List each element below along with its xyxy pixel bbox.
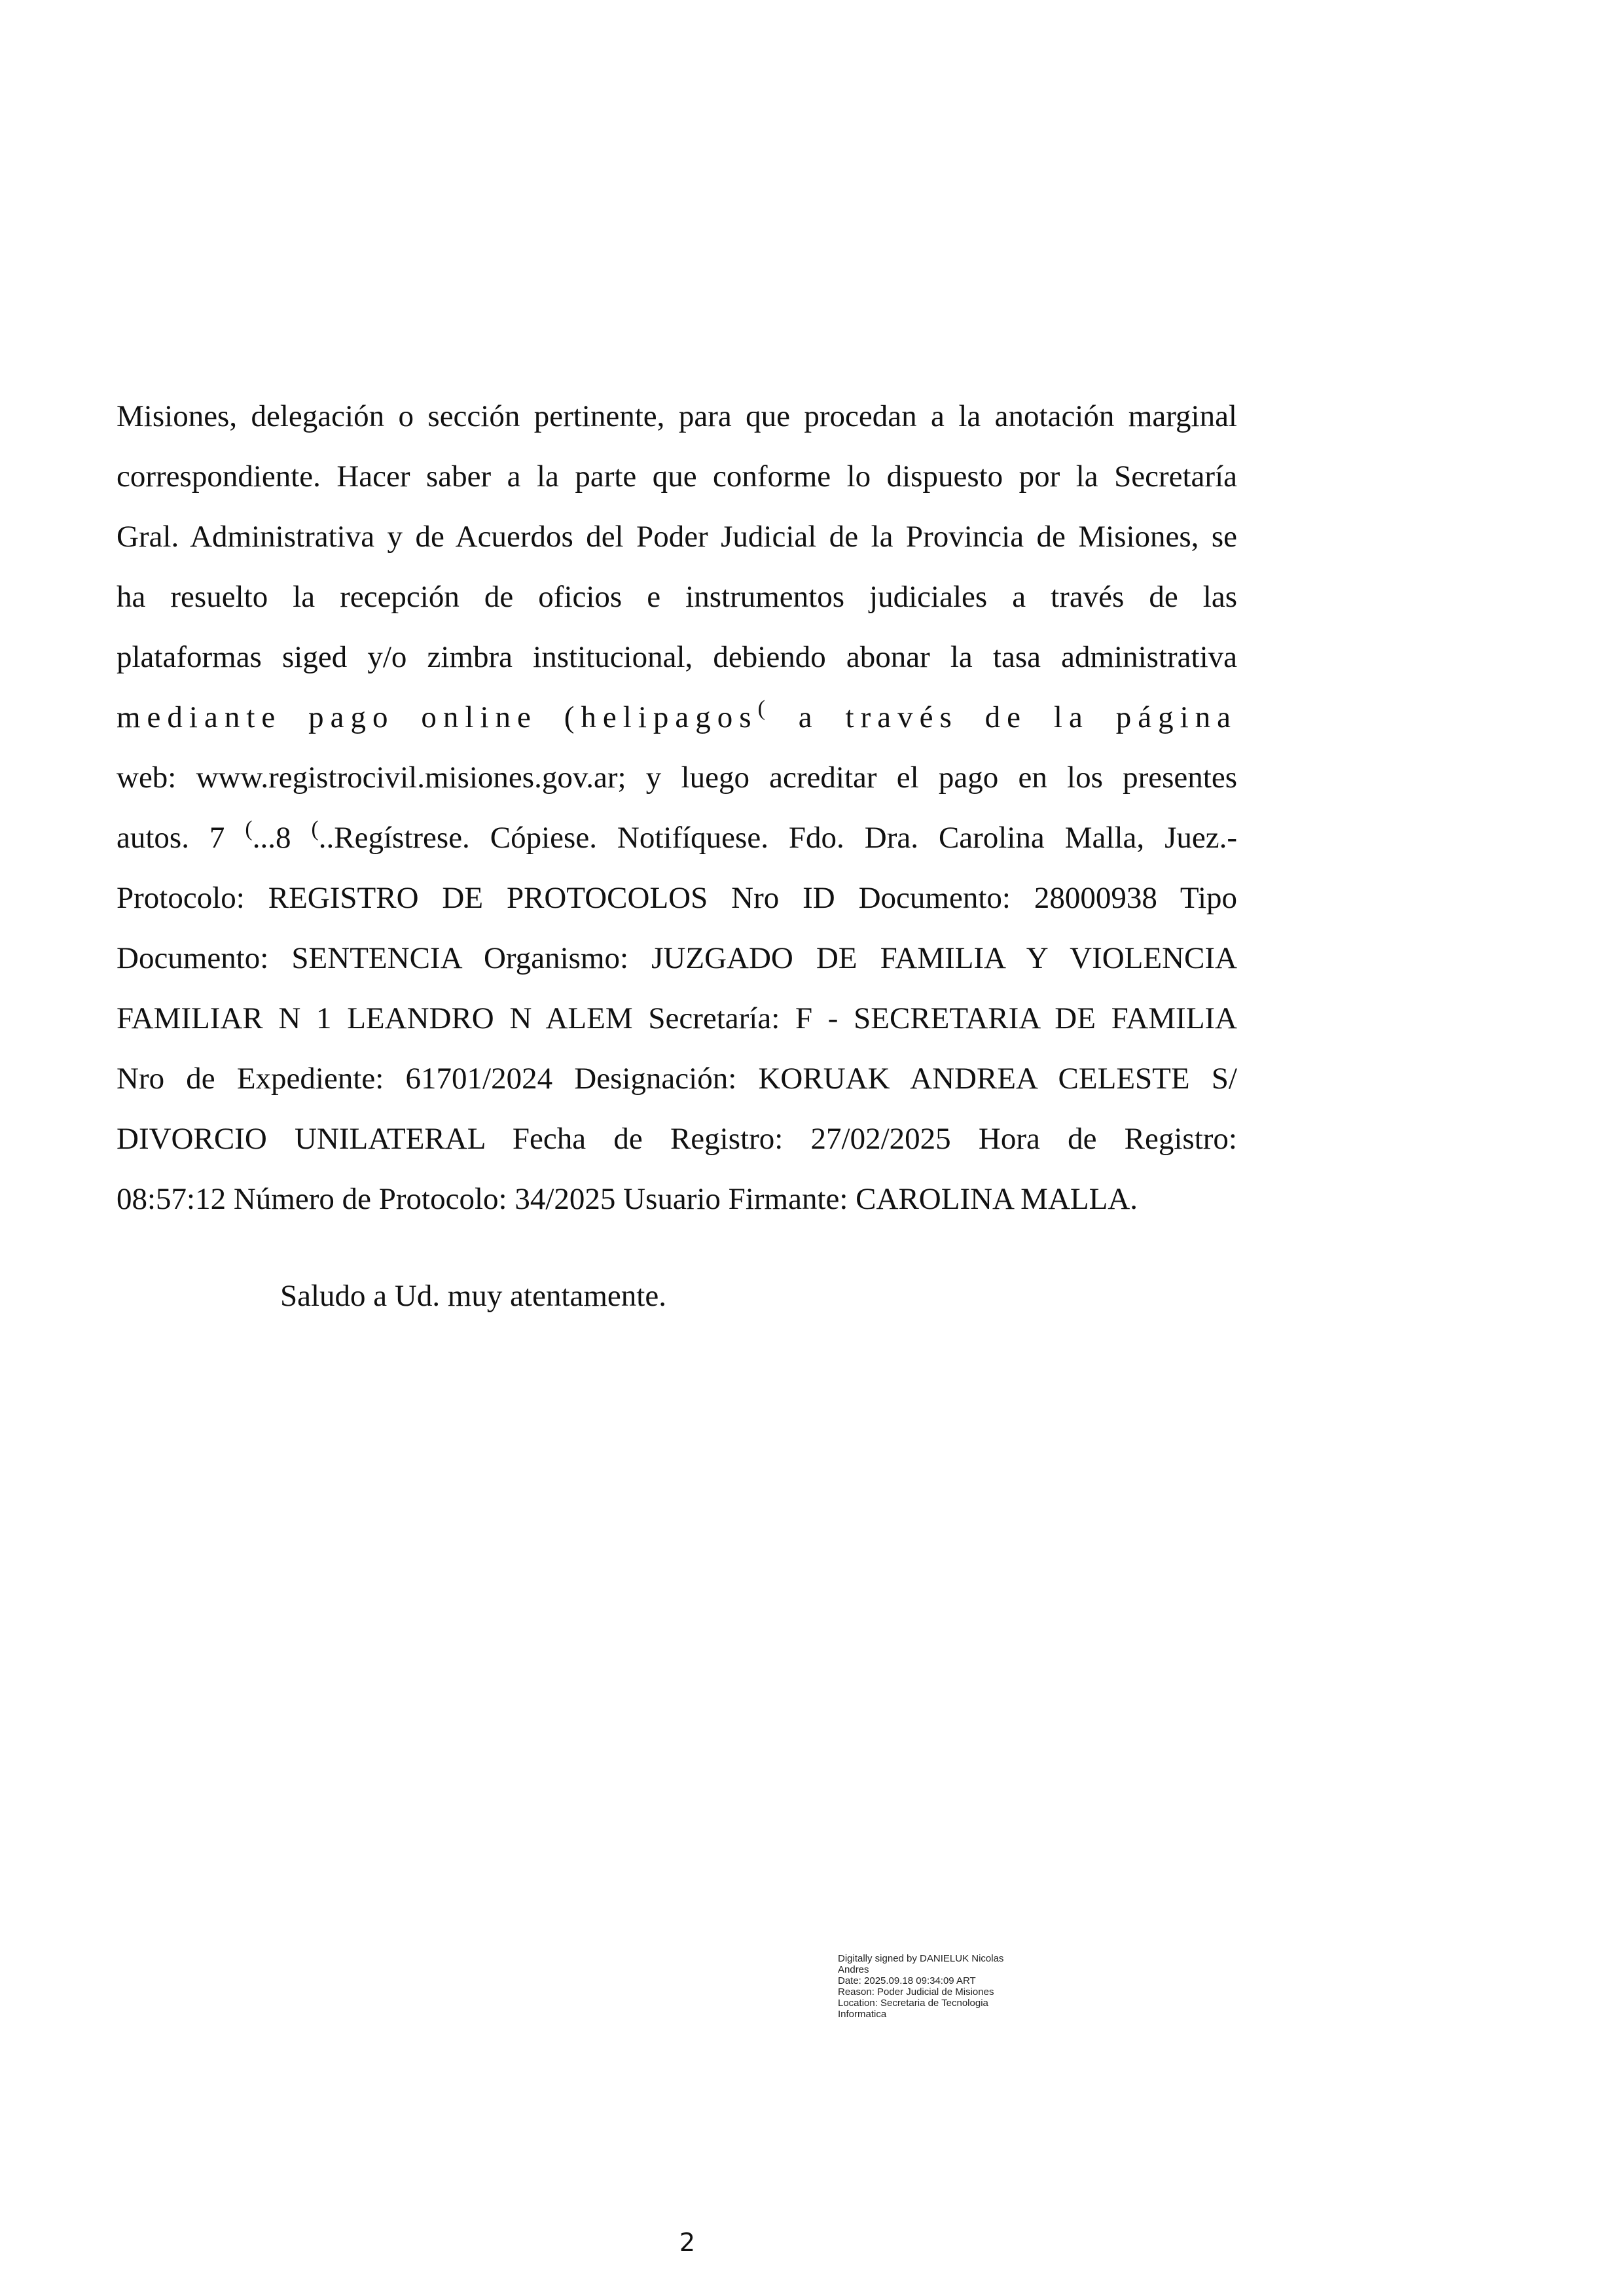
paragraph-line: plataformas siged y/o zimbra institucional, debiendo abonar la tasa administrativa (117, 640, 1237, 674)
paragraph-line: web: www.registrocivil.misiones.gov.ar; y luego acreditar el pago en los presentes (117, 761, 1237, 795)
autos-text-1: autos. 7 (117, 821, 225, 855)
protocol-line: DIVORCIO UNILATERAL Fecha de Registro: 27/02/2025 Hora de Registro: (117, 1122, 1237, 1156)
signature-line: Andres (838, 1964, 869, 1975)
autos-text-2: ...8 (252, 821, 291, 855)
closing-salutation: Saludo a Ud. muy atentamente. (280, 1279, 666, 1313)
signature-line: Reason: Poder Judicial de Misiones (838, 1986, 994, 1998)
paragraph-line: ha resuelto la recepción de oficios e instrumentos judiciales a través de las (117, 580, 1237, 614)
page-number: 2 (679, 2228, 696, 2257)
protocol-line: 08:57:12 Número de Protocolo: 34/2025 Usuario Firmante: CAROLINA MALLA. (117, 1182, 1138, 1216)
signature-line: Informatica (838, 2009, 887, 2020)
protocol-line: Protocolo: REGISTRO DE PROTOCOLOS Nro ID Documento: 28000938 Tipo (117, 881, 1237, 915)
paragraph-line: Misiones, delegación o sección pertinente, para que procedan a la anotación marginal (117, 399, 1237, 433)
superscript-mark: ( (311, 817, 319, 841)
spaced-text-after: a través de la página (798, 700, 1237, 734)
paragraph-line-spaced (117, 687, 1237, 747)
spaced-text-before: mediante pago online (helipagos (117, 700, 758, 734)
signature-line: Digitally signed by DANIELUK Nicolas (838, 1953, 1004, 1964)
paragraph-line: correspondiente. Hacer saber a la parte que conforme lo dispuesto por la Secretaría (117, 459, 1237, 493)
document-body (117, 386, 1237, 1229)
autos-text-3: ..Regístrese. Cópiese. Notifíquese. Fdo. Dra. Carolina Malla, Juez.- (318, 821, 1237, 855)
superscript-mark: ( (245, 817, 253, 841)
paragraph-line-autos (117, 808, 1237, 868)
digital-signature (838, 1953, 1074, 2020)
protocol-line: Documento: SENTENCIA Organismo: JUZGADO DE FAMILIA Y VIOLENCIA (117, 941, 1237, 975)
signature-line: Location: Secretaria de Tecnologia (838, 1998, 988, 2009)
superscript-mark: ( (757, 696, 772, 721)
protocol-line: Nro de Expediente: 61701/2024 Designación: KORUAK ANDREA CELESTE S/ (117, 1062, 1237, 1096)
paragraph-line: Gral. Administrativa y de Acuerdos del Poder Judicial de la Provincia de Misiones, se (117, 520, 1237, 554)
protocol-line: FAMILIAR N 1 LEANDRO N ALEM Secretaría: F - SECRETARIA DE FAMILIA (117, 1001, 1237, 1035)
signature-line: Date: 2025.09.18 09:34:09 ART (838, 1975, 976, 1986)
